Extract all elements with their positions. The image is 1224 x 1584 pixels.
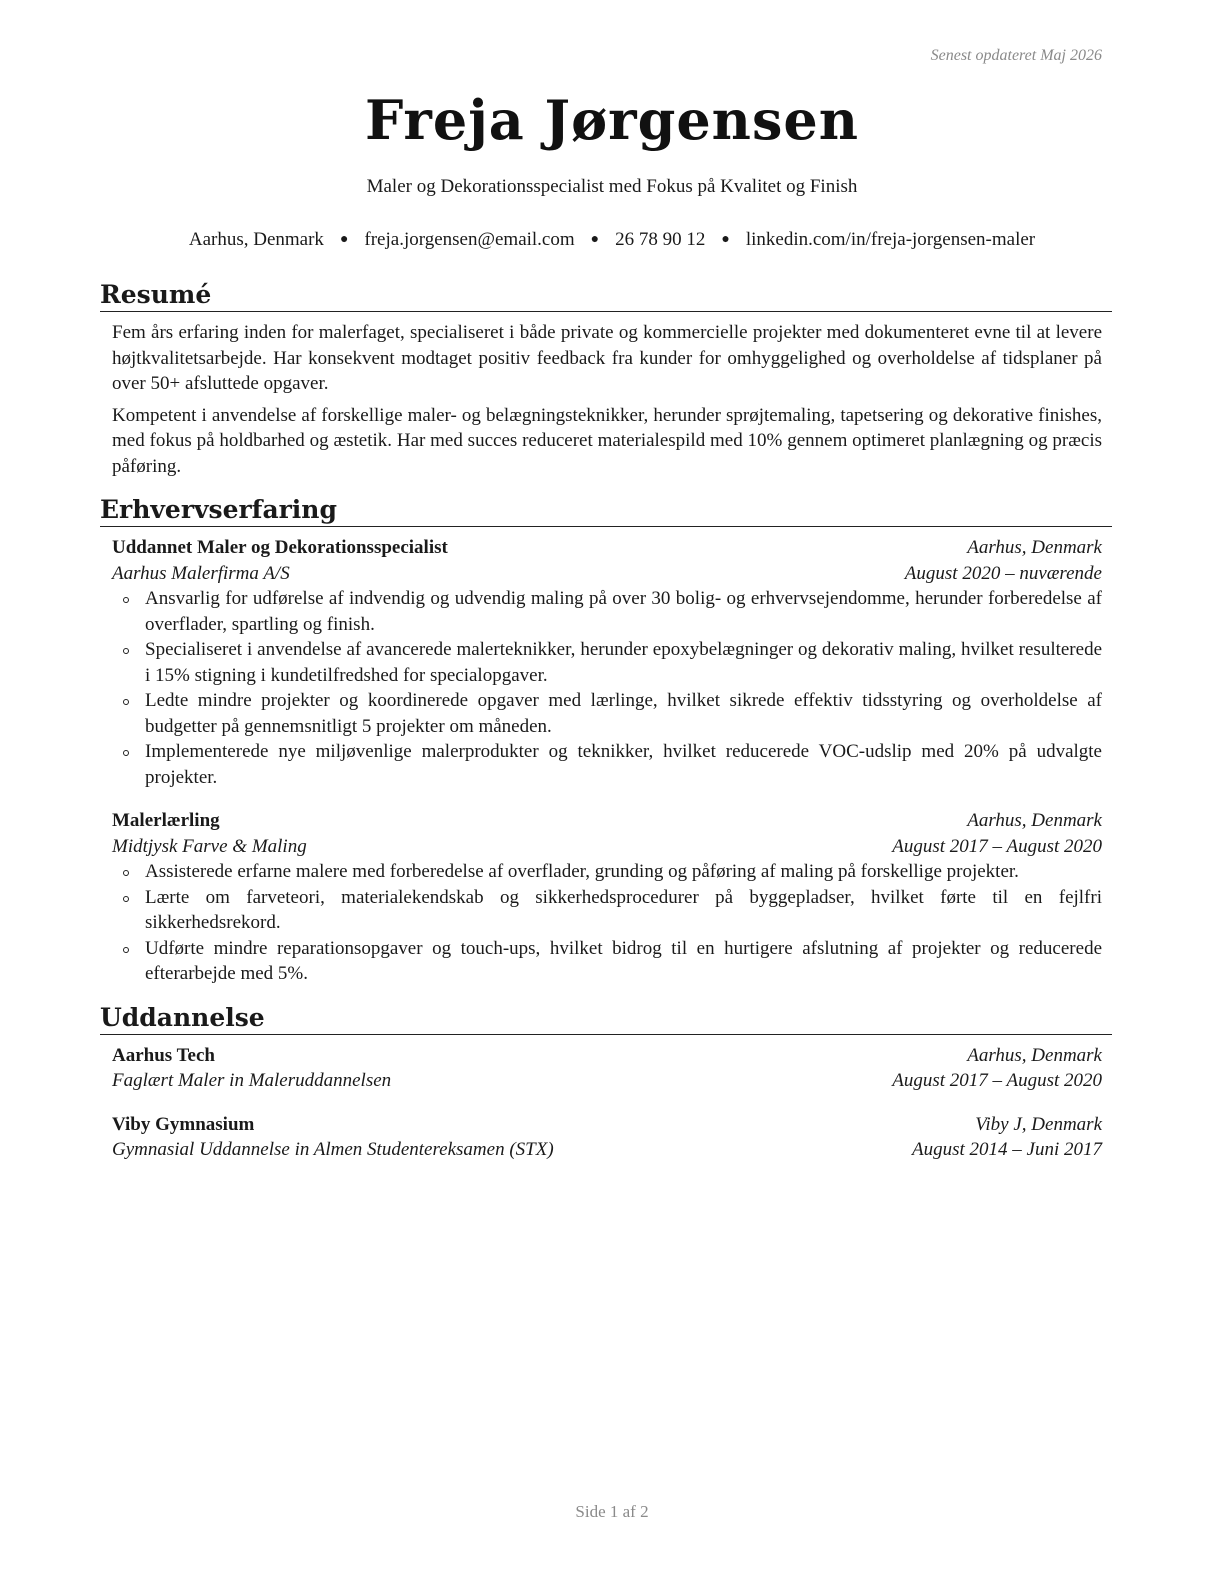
list-item: Lærte om farveteori, materialekendskab og sikkerhedsprocedurer på byggepladser, hvilket førte til en fejlfri sikkerhedsrekord. bbox=[145, 885, 1102, 936]
education-section bbox=[100, 1003, 1112, 1163]
circle-bullet-icon bbox=[123, 947, 129, 953]
job-bullet-list bbox=[112, 586, 1102, 790]
school-name: Aarhus Tech bbox=[112, 1044, 215, 1066]
list-item: Udførte mindre reparationsopgaver og touch-ups, hvilket bidrog til en hurtigere afslutning af projekter og reducerede efterarbejde med 5%. bbox=[145, 936, 1102, 987]
list-item: Specialiseret i anvendelse af avancerede malerteknikker, herunder epoxybelægninger og dekorativ maling, hvilket resulterede i 15% stigning i kundetilfredshed for specialopgaver. bbox=[145, 637, 1102, 688]
list-item: Assisterede erfarne malere med forberedelse af overflader, grunding og påføring af maling på forskellige projekter. bbox=[145, 859, 1102, 885]
job-entry bbox=[112, 535, 1102, 790]
experience-section bbox=[100, 495, 1112, 987]
education-dates: August 2014 – Juni 2017 bbox=[912, 1139, 1102, 1160]
job-title: Uddannet Maler og Dekorationsspecialist bbox=[112, 537, 448, 558]
list-item: Ansvarlig for udførelse af indvendig og udvendig maling på over 30 bolig- og erhvervsejendomme, herunder forberedelse af overflader, spartling og finish. bbox=[145, 586, 1102, 637]
education-entry bbox=[112, 1043, 1102, 1094]
job-location: Aarhus, Denmark bbox=[967, 810, 1102, 831]
education-entry bbox=[112, 1112, 1102, 1163]
degree: Gymnasial Uddannelse in Almen Studentereksamen (STX) bbox=[112, 1139, 554, 1160]
contact-email[interactable]: freja.jorgensen@email.com bbox=[364, 229, 575, 250]
circle-bullet-icon bbox=[123, 648, 129, 654]
job-location: Aarhus, Denmark bbox=[967, 537, 1102, 558]
summary-section bbox=[100, 280, 1112, 479]
last-updated-note: Senest opdateret Maj 2026 bbox=[930, 47, 1102, 64]
school-name: Viby Gymnasium bbox=[112, 1113, 255, 1135]
contact-phone: 26 78 90 12 bbox=[615, 229, 706, 250]
summary-paragraph: Fem års erfaring inden for malerfaget, specialiseret i både private og kommercielle projekter med dokumenteret evne til at levere højtkvalitetsarbejde. Har konsekvent modtaget positiv feedback fra kunder for omhyggelighed og overholdelse af tidsplaner på over 50+ afsluttede opgaver. bbox=[112, 322, 1102, 394]
school-location: Aarhus, Denmark bbox=[967, 1044, 1102, 1066]
circle-bullet-icon bbox=[123, 896, 129, 902]
section-heading: Erhvervserfaring bbox=[100, 495, 1112, 527]
circle-bullet-icon bbox=[123, 597, 129, 603]
bullet-separator-icon: ● bbox=[590, 232, 600, 247]
degree: Faglært Maler in Maleruddannelsen bbox=[112, 1070, 392, 1091]
job-company: Aarhus Malerfirma A/S bbox=[112, 562, 290, 584]
job-company: Midtjysk Farve & Maling bbox=[112, 835, 307, 857]
candidate-name: Freja Jørgensen bbox=[365, 88, 859, 152]
candidate-subtitle: Maler og Dekorationsspecialist med Fokus på Kvalitet og Finish bbox=[366, 176, 858, 197]
circle-bullet-icon bbox=[123, 870, 129, 876]
summary-paragraph: Kompetent i anvendelse af forskellige maler- og belægningsteknikker, herunder sprøjtemaling, tapetsering og dekorative finishes, med fokus på holdbarhed og æstetik. Har med succes reduceret materialespild med 10% gennem optimeret planlægning og præcis påføring. bbox=[112, 404, 1102, 477]
contact-location: Aarhus, Denmark bbox=[188, 229, 324, 250]
list-item: Implementerede nye miljøvenlige malerprodukter og teknikker, hvilket reducerede VOC-udslip med 20% på udvalgte projekter. bbox=[145, 739, 1102, 790]
job-dates: August 2017 – August 2020 bbox=[892, 835, 1102, 857]
resume-body bbox=[100, 280, 1112, 1179]
section-heading: Uddannelse bbox=[100, 1003, 1112, 1035]
contact-line bbox=[0, 229, 1224, 251]
job-dates: August 2020 – nuværende bbox=[904, 562, 1102, 584]
circle-bullet-icon bbox=[123, 699, 129, 705]
school-location: Viby J, Denmark bbox=[975, 1113, 1102, 1135]
job-bullet-list bbox=[112, 859, 1102, 987]
education-dates: August 2017 – August 2020 bbox=[892, 1070, 1102, 1091]
job-entry bbox=[112, 808, 1102, 987]
bullet-separator-icon: ● bbox=[339, 232, 349, 247]
bullet-separator-icon: ● bbox=[721, 232, 730, 247]
job-title: Malerlærling bbox=[112, 810, 220, 831]
contact-linkedin[interactable]: linkedin.com/in/freja-jorgensen-maler bbox=[745, 229, 1036, 250]
page-number: Side 1 af 2 bbox=[575, 1502, 649, 1521]
section-heading: Resumé bbox=[100, 280, 1112, 312]
list-item: Ledte mindre projekter og koordinerede opgaver med lærlinge, hvilket sikrede effektiv tidsstyring og overholdelse af budgetter på gennemsnitligt 5 projekter om måneden. bbox=[145, 688, 1102, 739]
circle-bullet-icon bbox=[123, 750, 129, 756]
